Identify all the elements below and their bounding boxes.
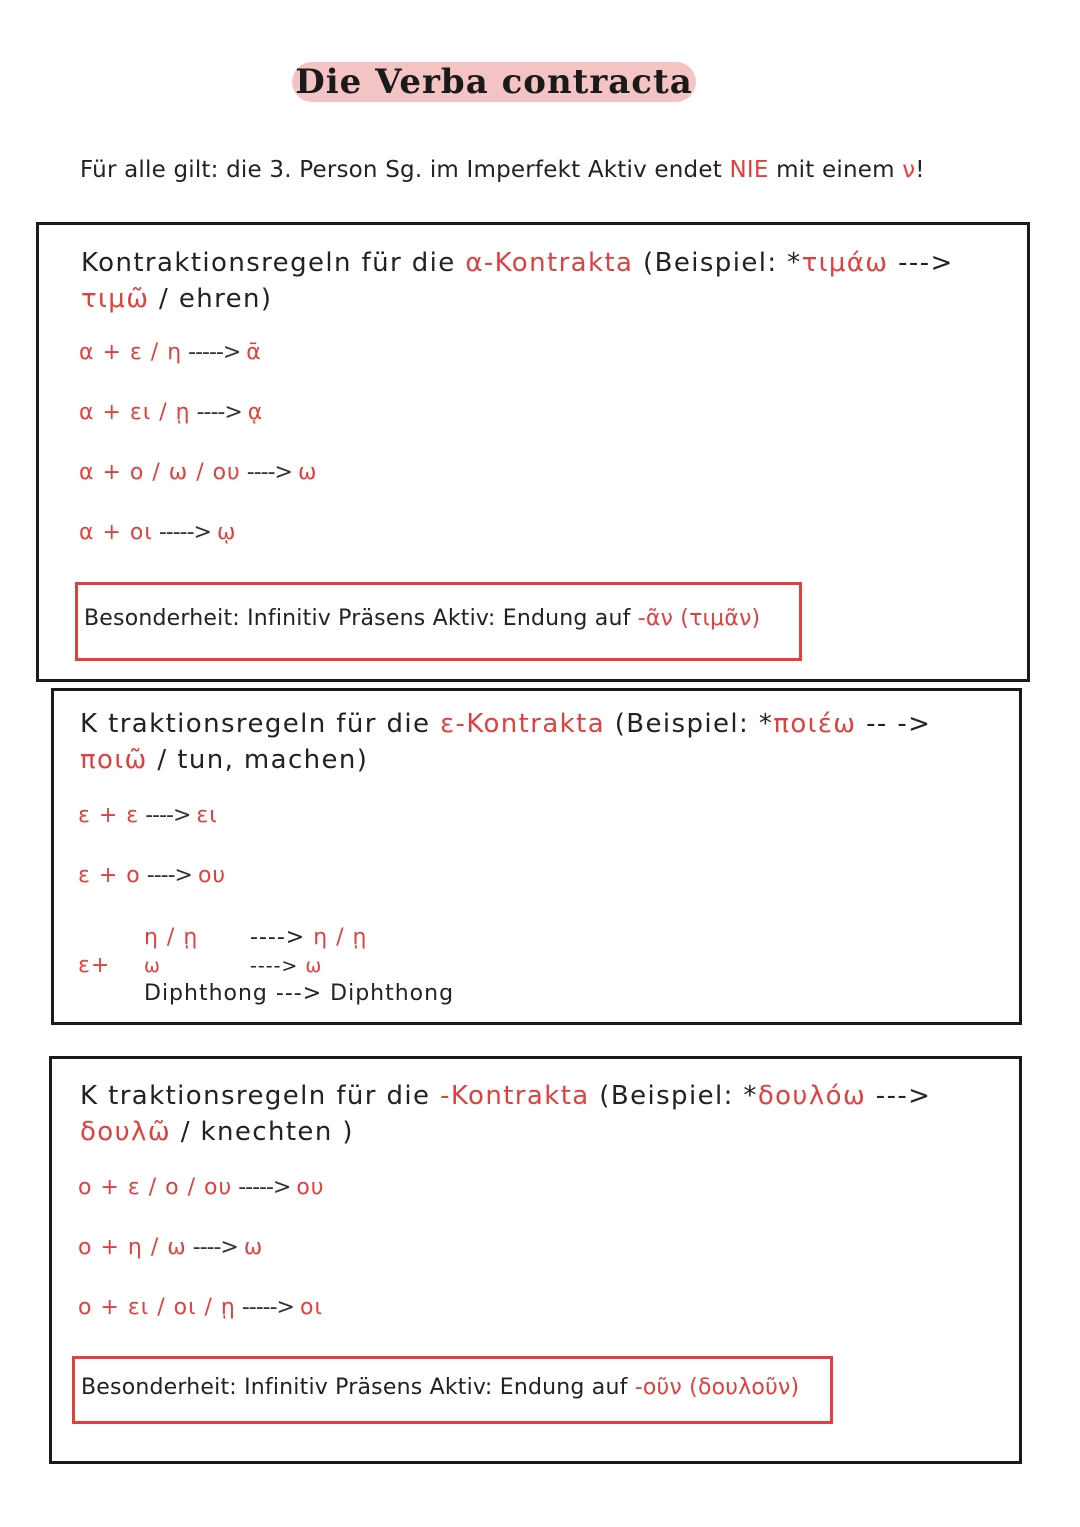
- rule-result: ου: [296, 1175, 325, 1200]
- special-ending: -ᾶν: [637, 606, 674, 631]
- diphthong-rule: [144, 981, 454, 1007]
- epsilon-example-to: ποιῶ: [80, 745, 148, 775]
- epsilon-example-meaning: / tun, machen): [147, 745, 369, 775]
- omega-rule: [250, 953, 322, 979]
- special-label: Besonderheit: Infinitiv Präsens Aktiv: Endung auf: [84, 606, 638, 631]
- alpha-example-to: τιμῶ: [81, 284, 150, 314]
- omicron-rule-2: [78, 1235, 263, 1261]
- rule-result: ει: [196, 803, 218, 828]
- omicron-heading-arrow: --->: [866, 1081, 932, 1111]
- alpha-heading-type: α-Kontrakta: [465, 248, 634, 278]
- rule-result: οι: [300, 1295, 323, 1320]
- title-highlight: [292, 62, 696, 102]
- alpha-special-note: [75, 582, 802, 661]
- intro-highlight: NIE: [729, 157, 769, 183]
- alpha-example-from: τιμάω: [801, 248, 889, 278]
- omicron-heading: [80, 1078, 931, 1150]
- omega-result: ω: [305, 955, 323, 977]
- omicron-rule-3: [78, 1295, 323, 1321]
- epsilon-prefix: ε+: [78, 953, 111, 978]
- page-title: Die Verba contracta: [295, 62, 693, 102]
- omega-arrow: ---->: [250, 955, 306, 977]
- rule-arrow: ----->: [152, 520, 217, 545]
- alpha-rule-1: [79, 340, 262, 366]
- rule-arrow: ---->: [139, 803, 197, 828]
- rule-result: ου: [197, 863, 227, 888]
- special-example: (δουλοῦν): [689, 1375, 800, 1400]
- alpha-heading-example: (Beispiel: *: [633, 248, 802, 278]
- epsilon-example-from: ποιέω: [773, 709, 857, 739]
- rule-arrow: ---->: [190, 400, 248, 425]
- special-label: Besonderheit: Infinitiv Präsens Aktiv: Endung auf: [81, 1375, 635, 1400]
- vowel-result: η / ῃ: [313, 925, 368, 950]
- omicron-example-from: δουλόω: [757, 1081, 867, 1111]
- rule-left: α + ει / ῃ: [79, 400, 191, 425]
- rule-left: ε + ο: [78, 863, 141, 888]
- vowel-arrow: ---->: [250, 925, 314, 950]
- rule-left: ε + ε: [78, 803, 140, 828]
- epsilon-heading-type: ε-Kontrakta: [440, 709, 606, 739]
- rule-result: ω: [297, 460, 318, 485]
- rule-result: ῳ: [216, 520, 237, 545]
- rule-arrow: ----->: [182, 340, 247, 365]
- intro-rule: [80, 157, 925, 183]
- alpha-contracta-box: [36, 222, 1030, 682]
- epsilon-heading-prefix: K traktionsregeln für die: [80, 709, 441, 739]
- omicron-heading-prefix: K traktionsregeln für die: [80, 1081, 441, 1111]
- rule-arrow: ---->: [240, 460, 298, 485]
- epsilon-heading: [80, 706, 931, 778]
- vowel-rule: [250, 925, 367, 951]
- omicron-heading-type: -Kontrakta: [440, 1081, 590, 1111]
- rule-arrow: ----->: [232, 1175, 297, 1200]
- diphthong-arrow: --->: [267, 981, 331, 1006]
- special-ending: -οῦν: [634, 1375, 682, 1400]
- omicron-heading-example: (Beispiel: *: [589, 1081, 758, 1111]
- omicron-example-to: δουλῶ: [80, 1117, 172, 1147]
- intro-middle: mit einem: [768, 157, 903, 183]
- alpha-heading: [81, 245, 954, 317]
- epsilon-rule-2: [78, 863, 226, 889]
- rule-left: α + οι: [79, 520, 153, 545]
- alpha-rule-3: [79, 460, 317, 486]
- omicron-special-note: [72, 1356, 833, 1424]
- alpha-rule-2: [79, 400, 263, 426]
- epsilon-heading-arrow: -- ->: [856, 709, 932, 739]
- rule-arrow: ---->: [140, 863, 198, 888]
- alpha-rule-4: [79, 520, 236, 546]
- rule-arrow: ---->: [186, 1235, 244, 1260]
- rule-left: ο + ε / ο / ου: [78, 1175, 233, 1200]
- alpha-heading-prefix: Kontraktionsregeln für die: [81, 248, 466, 278]
- epsilon-heading-example: (Beispiel: *: [605, 709, 774, 739]
- diphthong-left: Diphthong: [144, 981, 268, 1006]
- rule-left: ο + ει / οι / ῃ: [78, 1295, 236, 1320]
- rule-left: ο + η / ω: [78, 1235, 187, 1260]
- omicron-example-meaning: / knechten ): [171, 1117, 354, 1147]
- omega-letter: ω: [144, 955, 161, 977]
- omicron-contracta-box: [49, 1056, 1022, 1464]
- intro-nu: ν: [902, 157, 916, 183]
- intro-end: !: [915, 157, 925, 183]
- rule-result: ω: [243, 1235, 264, 1260]
- rule-left: α + ο / ω / ου: [79, 460, 241, 485]
- rule-result: ᾳ: [247, 400, 264, 425]
- intro-text: Für alle gilt: die 3. Person Sg. im Imperfekt Aktiv endet: [80, 157, 730, 183]
- rule-left: α + ε / η: [79, 340, 183, 365]
- rule-arrow: ----->: [235, 1295, 300, 1320]
- vowel-pair: η / ῃ: [144, 925, 199, 950]
- alpha-example-meaning: / ehren): [149, 284, 273, 314]
- epsilon-rule-1: [78, 803, 218, 829]
- rule-result: ᾱ: [246, 340, 262, 365]
- alpha-heading-arrow: --->: [888, 248, 954, 278]
- omicron-rule-1: [78, 1175, 325, 1201]
- diphthong-result: Diphthong: [330, 981, 455, 1006]
- special-example: (τιμᾶν): [680, 606, 761, 631]
- epsilon-contracta-box: [51, 688, 1022, 1025]
